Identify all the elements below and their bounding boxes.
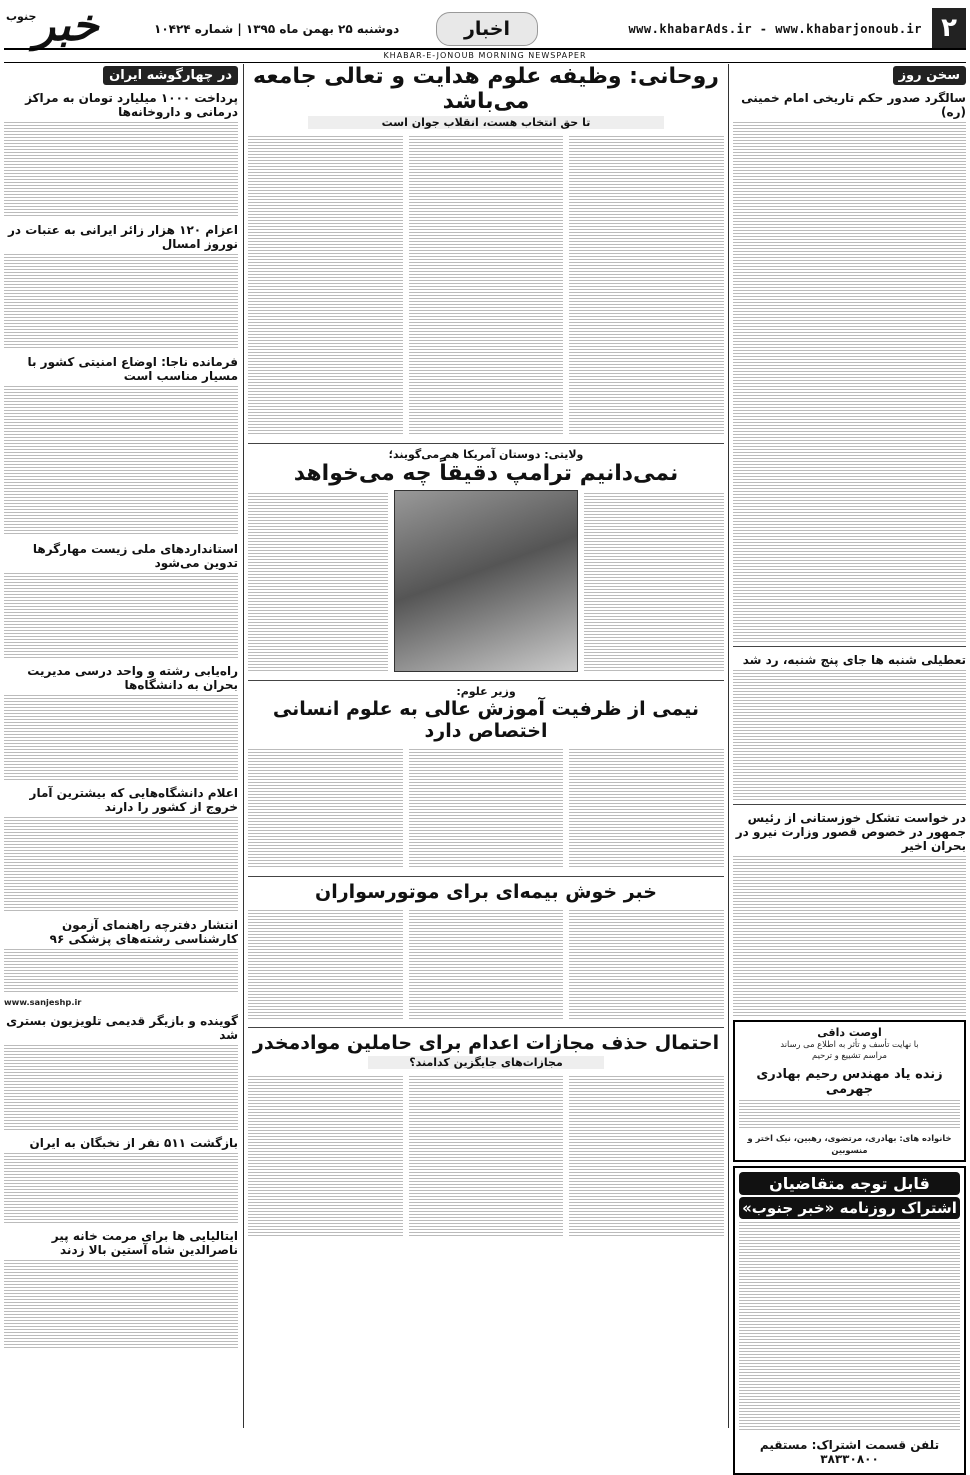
subscription-title: قابل توجه متقاضیان <box>739 1172 960 1195</box>
article-body <box>733 122 966 642</box>
news-headline[interactable]: انتشار دفترچه راهنمای آزمون کارشناسی رشته‌های پزشکی ۹۶ <box>49 918 238 946</box>
obituary-kicker: اوصت داقی <box>817 1026 882 1039</box>
article-body <box>248 136 403 436</box>
news-headline[interactable]: پرداخت ۱۰۰۰ میلیارد تومان به مراکز درمانی و داروخانه‌ها <box>25 91 238 119</box>
obituary-intro: با نهایت تأسف و تأثر به اطلاع می رساند <box>780 1039 919 1049</box>
article-body <box>409 749 564 869</box>
column-box-title: سخن روز <box>893 66 966 85</box>
right-column <box>733 64 966 1466</box>
news-headline[interactable]: اعزام ۱۲۰ هزار زائر ایرانی به عتبات در نوروز امسال <box>8 223 238 251</box>
newspaper-logo <box>4 0 144 51</box>
headline-rouhani[interactable]: روحانی: وظیفه علوم هدایت و تعالی جامعه می‌باشد <box>253 64 719 114</box>
website-urls[interactable]: www.khabarAds.ir - www.khabarjonoub.ir <box>628 22 922 36</box>
news-headline[interactable]: فرمانده ناجا: اوضاع امنیتی کشور با مسیار مناسب است <box>27 355 238 383</box>
article-body <box>569 749 724 869</box>
article-body <box>409 136 564 436</box>
headline-humanities[interactable]: نیمی از ظرفیت آموزش عالی به علوم انسانی اختصاص دارد <box>272 698 700 742</box>
article-body <box>248 749 403 869</box>
sanjesh-url[interactable]: www.sanjeshp.ir <box>4 997 82 1007</box>
news-body <box>4 573 238 658</box>
article-body <box>409 1076 564 1236</box>
kicker-science: وزیر علوم: <box>456 685 516 698</box>
obituary-body <box>739 1100 960 1130</box>
news-body <box>4 254 238 349</box>
column-box-title: در چهارگوشه ایران <box>103 66 238 85</box>
news-body <box>4 949 238 994</box>
news-body <box>4 386 238 536</box>
dateline: دوشنبه ۲۵ بهمن ماه ۱۳۹۵ | شماره ۱۰۴۲۴ <box>154 22 400 36</box>
news-headline[interactable]: گوینده و بازیگر قدیمی تلویزیون بستری شد <box>6 1014 238 1043</box>
subhead-rouhani: تا حق انتخاب هست، انقلاب جوان است <box>308 116 664 129</box>
article-body <box>248 493 388 673</box>
article-body <box>569 136 724 436</box>
news-headline[interactable]: استانداردهای ملی زیست مهارگرها تدوین می‌شود <box>32 542 238 570</box>
subhead-drug-penalty: مجازات‌های جایگزین کدامند؟ <box>368 1056 604 1069</box>
left-column <box>4 64 238 1428</box>
article-body <box>248 1076 403 1236</box>
kicker-velayati: ولایتی: دوستان آمریکا هم می‌گویند؛ <box>388 448 584 461</box>
article-body <box>733 856 966 1016</box>
news-headline[interactable]: راه‌یابی رشته و واحد درسی مدیریت بحران به دانشگاه‌ها <box>27 664 238 692</box>
news-headline[interactable]: بازگشت ۵۱۱ نفر از نخبگان به ایران <box>29 1136 238 1151</box>
obituary-ceremony: مراسم تشییع و ترحیم <box>812 1050 887 1061</box>
headline-drug-penalty[interactable]: احتمال حذف مجازات اعدام برای حاملین موادمخدر <box>252 1032 720 1054</box>
subscription-body <box>739 1222 960 1432</box>
news-headline[interactable]: ایتالیایی ها برای مرمت خانه پیر ناصرالدین شاه آستین بالا زدند <box>51 1229 238 1258</box>
section-title: اخبار <box>436 12 538 46</box>
page-number: ۲ <box>932 8 966 48</box>
news-headline[interactable]: اعلام دانشگاه‌هایی که بیشترین آمار خروج از کشور را دارند <box>29 786 238 814</box>
news-body <box>4 1260 238 1350</box>
logo-subtext: جنوب <box>6 10 37 23</box>
article-body <box>569 910 724 1020</box>
obituary-notice <box>733 1020 966 1162</box>
subscription-notice <box>733 1166 966 1475</box>
obituary-name: زنده یاد مهندس رحیم بهادری جهرمی <box>756 1067 943 1098</box>
subscription-title-2: اشتراک روزنامه «خبر جنوب» <box>739 1197 960 1219</box>
article-body <box>569 1076 724 1236</box>
velayati-photo <box>394 490 578 672</box>
article-body <box>733 670 966 800</box>
article-body <box>248 910 403 1020</box>
obituary-families: خانواده های: بهادری، مرتضوی، رهبین، نیک اختر و منسوبین <box>747 1133 952 1155</box>
news-body <box>4 122 238 217</box>
news-body <box>4 695 238 780</box>
article-headline[interactable]: تعطیلی شنبه ها جای پنج شنبه، رد شد <box>742 653 966 667</box>
article-headline[interactable]: در خواست تشکل خوزستانی از رئیس جمهور در خصوص قصور وزارت نیرو در بحران اخیر <box>735 811 966 853</box>
news-body <box>4 1045 238 1130</box>
subscription-phone: تلفن قسمت اشتراک: مستقیم ۳۸۳۳۰۸۰۰ <box>759 1437 940 1466</box>
main-column <box>248 64 724 1428</box>
column-divider <box>243 64 244 1428</box>
article-headline[interactable]: سالگرد صدور حکم تاریخی امام خمینی (ره) <box>741 91 966 119</box>
masthead-strip: KHABAR-E-JONOUB MORNING NEWSPAPER <box>4 48 966 63</box>
article-body <box>584 493 724 673</box>
headline-velayati[interactable]: نمی‌دانیم ترامپ دقیقاً چه می‌خواهد <box>293 461 679 486</box>
column-divider <box>728 64 729 1428</box>
news-body <box>4 817 238 912</box>
headline-insurance[interactable]: خبر خوش بیمه‌ای برای موتورسواران <box>315 881 657 903</box>
article-body <box>409 910 564 1020</box>
news-body <box>4 1153 238 1223</box>
logo-wordmark: خبر <box>34 0 99 51</box>
